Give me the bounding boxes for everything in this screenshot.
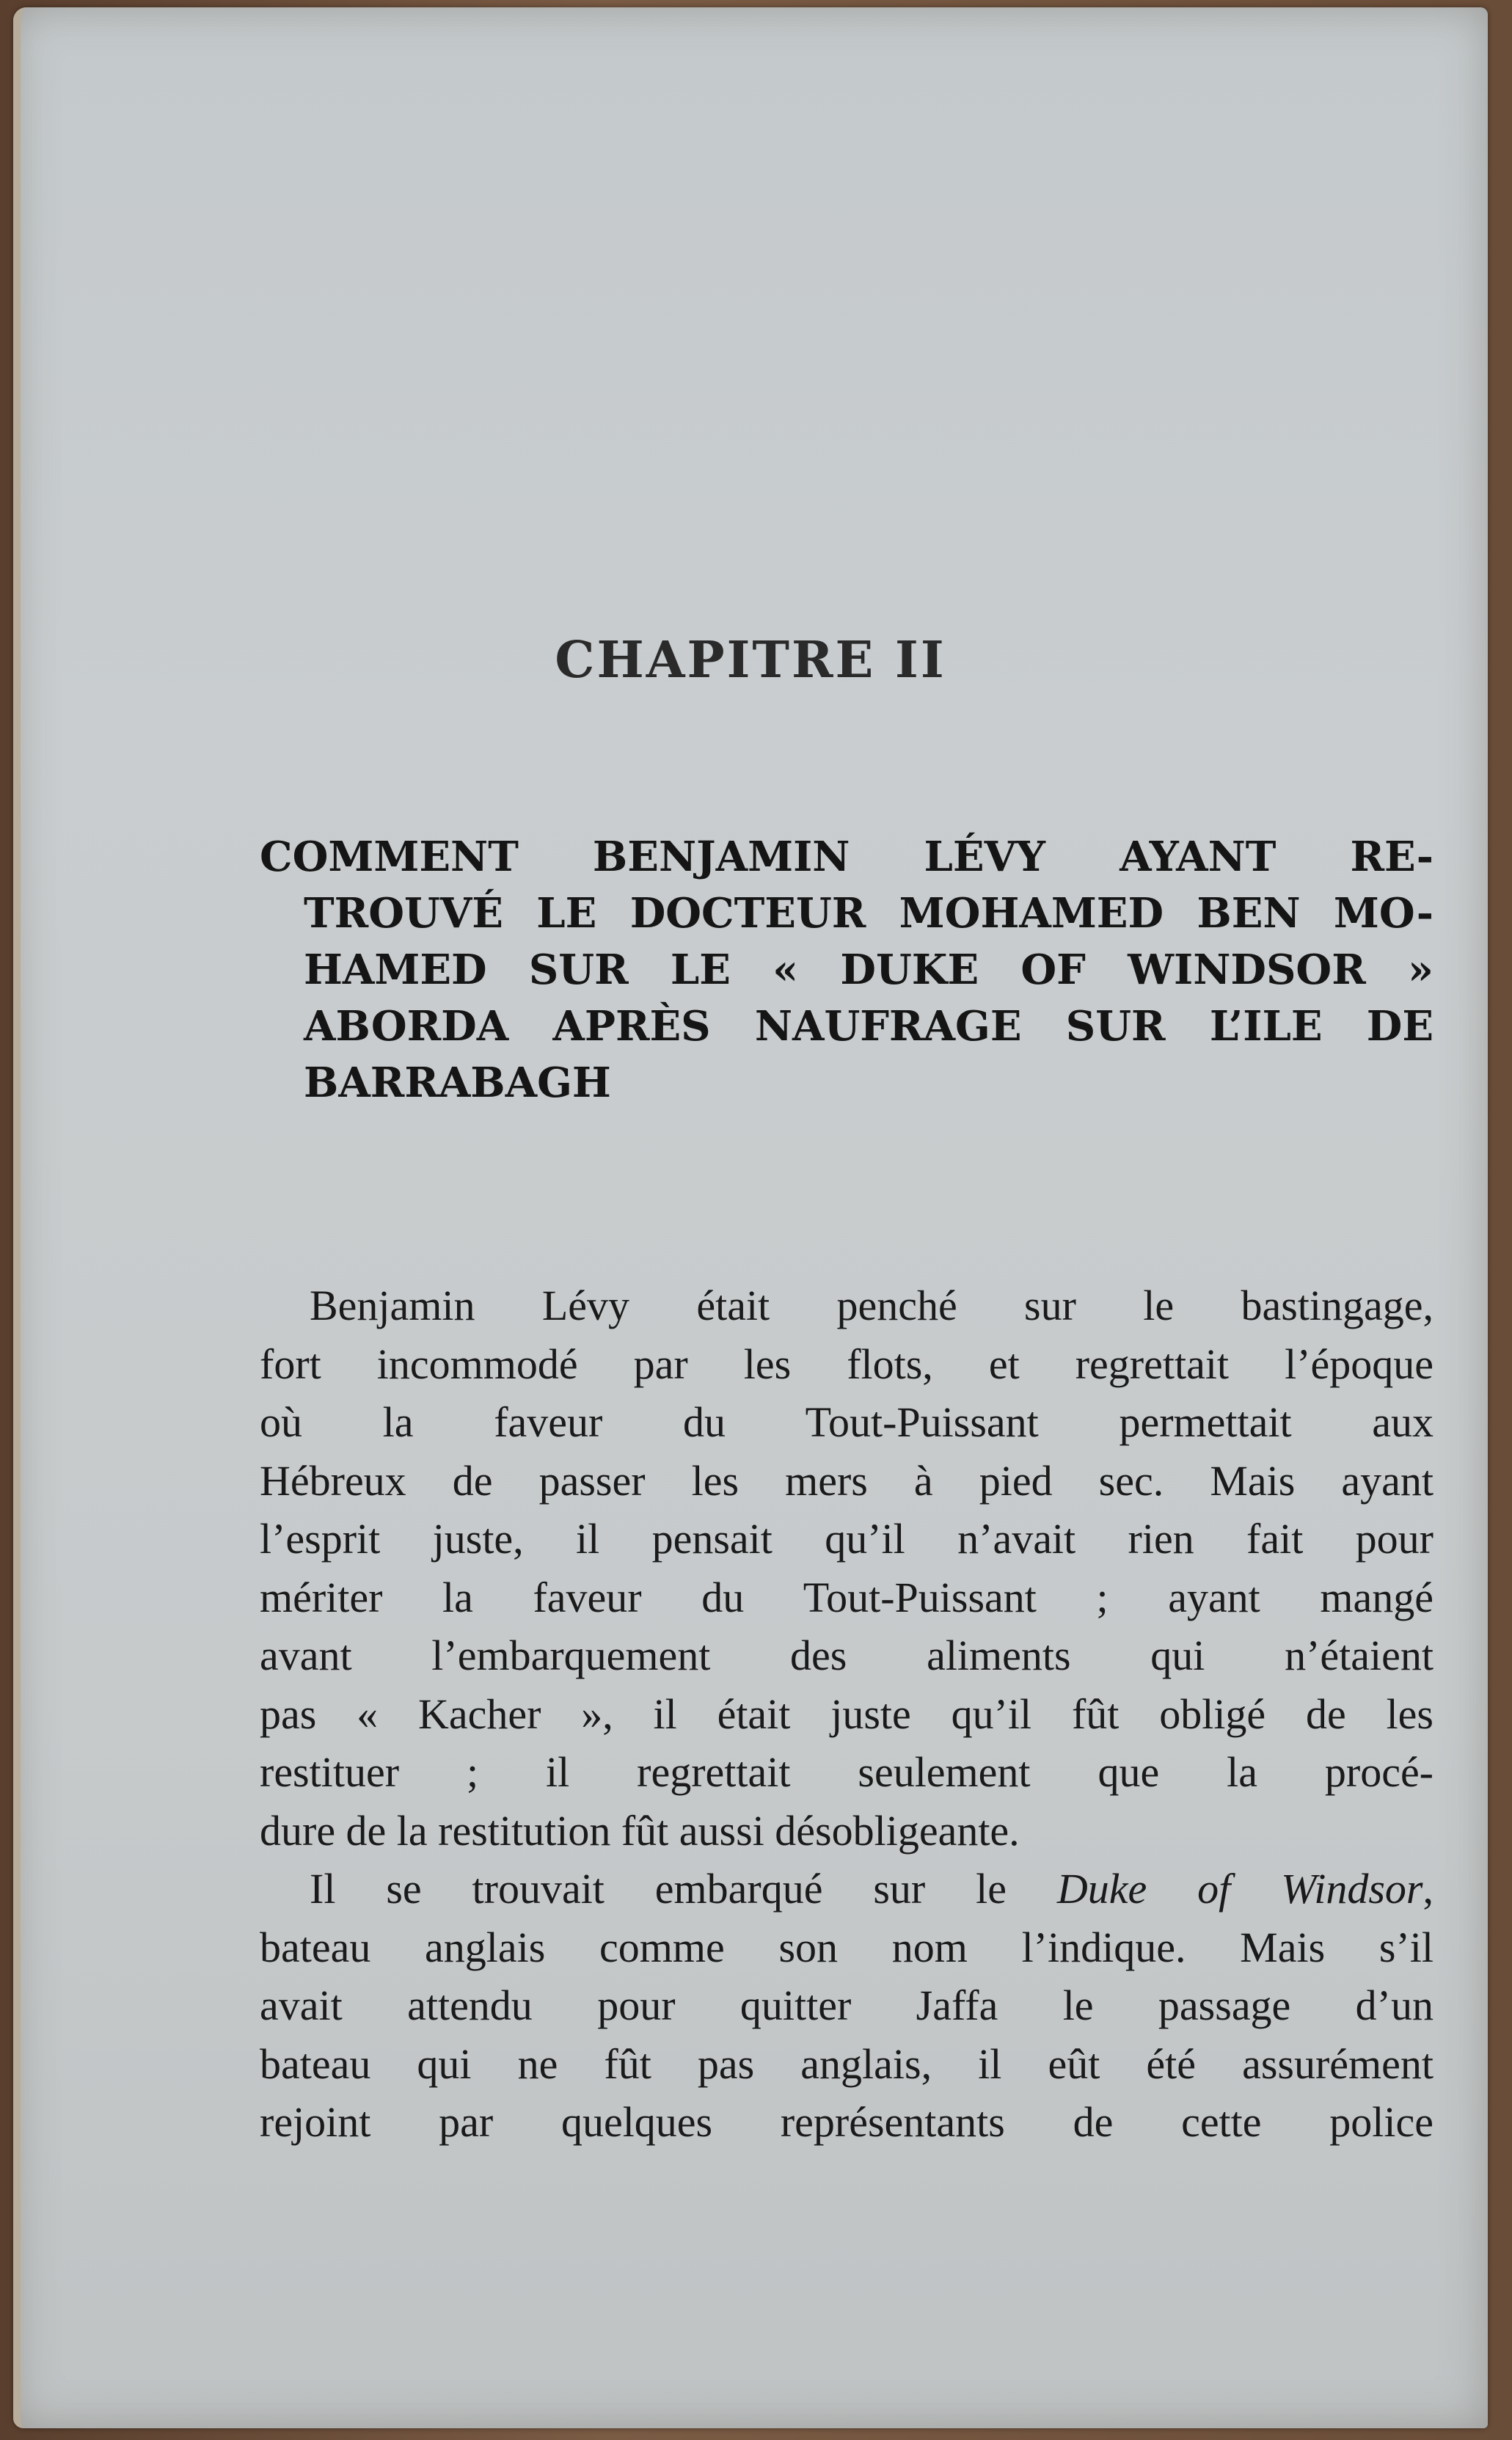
paragraph-2-line: rejoint par quelques représentants de cette police: [260, 2098, 1434, 2146]
paragraph-1-line: avant l’embarquement des aliments qui n’étaient: [260, 1632, 1434, 1679]
heading-line: HAMED SUR LE « DUKE OF WINDSOR »: [304, 946, 1434, 994]
paragraph-2-punct: ,: [1422, 1865, 1434, 1913]
chapter-heading: [260, 829, 1434, 1111]
paragraph-1-line: Benjamin Lévy était penché sur le bastingage,: [310, 1282, 1434, 1329]
paragraph-1-line: pas « Kacher », il était juste qu’il fût obligé de les: [260, 1690, 1434, 1738]
paragraph-2-line: bateau qui ne fût pas anglais, il eût été assurément: [260, 2039, 1434, 2088]
chapter-title: CHAPITRE II: [555, 631, 946, 690]
paragraph-2-text: Il se trouvait embarqué sur le: [310, 1865, 1057, 1913]
book-page: [13, 7, 1488, 2428]
paragraph-1-line: dure de la restitution fût aussi désobligeante.: [260, 1806, 1020, 1855]
paragraph-1-line: restituer ; il regrettait seulement que la procé-: [260, 1748, 1434, 1796]
ship-name: Duke of Windsor: [1056, 1865, 1423, 1913]
paragraph-1-line: mériter la faveur du Tout-Puissant ; ayant mangé: [260, 1573, 1434, 1621]
paragraph-1-line: où la faveur du Tout-Puissant permettait aux: [260, 1398, 1434, 1446]
heading-line: ABORDA APRÈS NAUFRAGE SUR L’ILE DE: [304, 1002, 1434, 1051]
paragraph-2-line: avait attendu pour quitter Jaffa le passage d’un: [260, 1981, 1434, 2029]
paragraph-2-line: bateau anglais comme son nom l’indique. Mais s’il: [260, 1923, 1434, 1971]
paragraph-1-line: l’esprit juste, il pensait qu’il n’avait rien fait pour: [260, 1515, 1434, 1563]
heading-line: TROUVÉ LE DOCTEUR MOHAMED BEN MO-: [304, 889, 1434, 938]
paragraph-1-line: fort incommodé par les flots, et regrettait l’époque: [260, 1340, 1434, 1388]
body-text: [260, 1276, 1434, 2152]
heading-line: COMMENT BENJAMIN LÉVY AYANT RE-: [260, 833, 1434, 881]
paragraph-1-line: Hébreux de passer les mers à pied sec. Mais ayant: [260, 1456, 1434, 1505]
paragraph-2-first-line: [260, 1860, 1434, 1918]
heading-line: BARRABAGH: [304, 1059, 611, 1107]
